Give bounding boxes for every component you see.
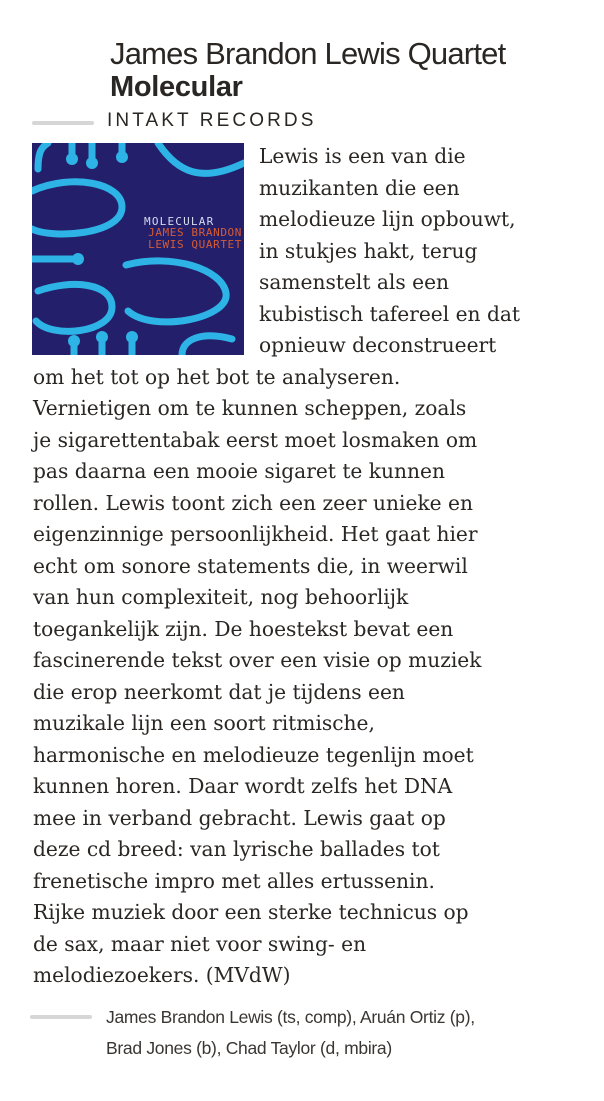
artist-name: James Brandon Lewis Quartet bbox=[110, 36, 506, 71]
record-label: INTAKT RECORDS bbox=[107, 110, 317, 131]
review-line: samenstelt als een bbox=[259, 270, 450, 294]
review-line: om het tot op het bot te analyseren. bbox=[33, 364, 401, 389]
review-body bbox=[33, 141, 593, 992]
review-line: eigenzinnige persoonlijkheid. Het gaat hier bbox=[33, 522, 478, 546]
review-line: rollen. Lewis toont zich een zeer unieke en bbox=[33, 490, 473, 515]
review-line: die erop neerkomt dat je tijdens een bbox=[33, 679, 405, 704]
label-divider bbox=[32, 121, 94, 125]
review-line: harmonische en melodieuze tegenlijn moet bbox=[33, 742, 474, 767]
review-line: muzikale lijn een soort ritmische, bbox=[33, 711, 375, 735]
review-line: pas daarna een mooie sigaret te kunnen bbox=[33, 459, 445, 483]
review-line: de sax, maar niet voor swing- en bbox=[33, 931, 367, 956]
review-line: opnieuw deconstrueert bbox=[259, 333, 497, 357]
credits-divider bbox=[30, 1015, 92, 1019]
review-line: toegankelijk zijn. De hoestekst bevat een bbox=[33, 616, 454, 641]
review-line: van hun complexiteit, nog behoorlijk bbox=[33, 585, 409, 609]
cover-title: MOLECULAR bbox=[144, 215, 215, 228]
review-line: je sigarettentabak eerst moet losmaken om bbox=[33, 427, 478, 452]
review-line: melodieuze lijn opbouwt, bbox=[259, 207, 516, 231]
review-line: deze cd breed: van lyrische ballades tot bbox=[33, 837, 440, 861]
album-title: Molecular bbox=[110, 71, 243, 103]
review-line: melodiezoekers. (MVdW) bbox=[33, 963, 291, 987]
review-line: Lewis is een van die bbox=[259, 144, 466, 168]
review-line: frenetische impro met alles ertussenin. bbox=[33, 868, 435, 893]
review-line: muzikanten die een bbox=[259, 175, 460, 200]
review-line: kunnen horen. Daar wordt zelfs het DNA bbox=[33, 774, 453, 798]
personnel-credits bbox=[106, 1002, 586, 1064]
cover-artist: JAMES BRANDON LEWIS QUARTET bbox=[148, 226, 242, 251]
review-line: fascinerende tekst over een visie op muziek bbox=[33, 648, 482, 672]
review-line: Vernietigen om te kunnen scheppen, zoals bbox=[33, 396, 467, 420]
credits-line: Brad Jones (b), Chad Taylor (d, mbira) bbox=[106, 1038, 392, 1058]
review-line: in stukjes hakt, terug bbox=[259, 238, 478, 263]
review-line: kubistisch tafereel en dat bbox=[259, 301, 521, 326]
review-line: echt om sonore statements die, in weerwil bbox=[33, 553, 468, 578]
review-line: mee in verband gebracht. Lewis gaat op bbox=[33, 805, 446, 830]
review-line: Rijke muziek door een sterke technicus op bbox=[33, 900, 469, 924]
credits-line: James Brandon Lewis (ts, comp), Aruán Ortiz (p), bbox=[106, 1007, 475, 1027]
